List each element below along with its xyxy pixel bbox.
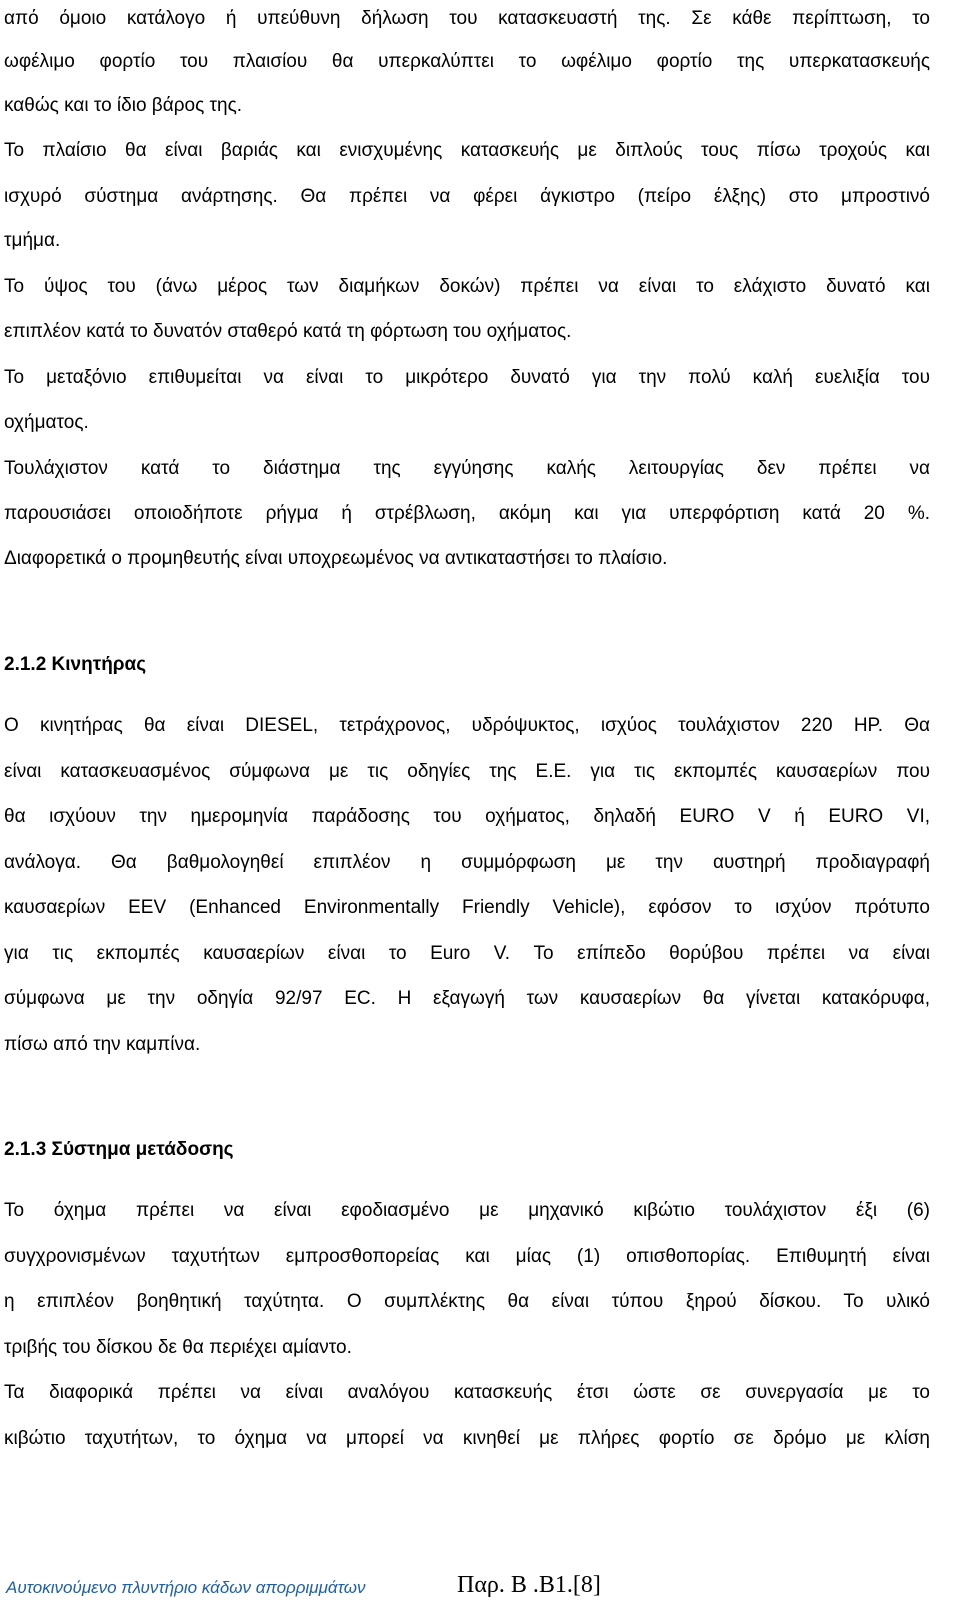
text-line: παρουσιάσει οποιοδήποτε ρήγμα ή στρέβλωση, ακόμη και για υπερφόρτιση κατά 20 %. — [4, 503, 930, 524]
text-line: επιπλέον κατά το δυνατόν σταθερό κατά τη φόρτωση του οχήματος. — [4, 321, 572, 342]
text-line: κιβώτιο ταχυτήτων, το όχημα να μπορεί να κινηθεί με πλήρες φορτίο σε δρόμο με κλίση — [4, 1428, 930, 1449]
text-line: Το όχημα πρέπει να είναι εφοδιασμένο με μηχανικό κιβώτιο τουλάχιστον έξι (6) — [4, 1200, 930, 1221]
text-line: θα ισχύουν την ημερομηνία παράδοσης του οχήματος, δηλαδή EURO V ή EURO VI, — [4, 806, 930, 827]
text-line: ανάλογα. Θα βαθμολογηθεί επιπλέον η συμμόρφωση με την αυστηρή προδιαγραφή — [4, 852, 930, 873]
text-line: Το πλαίσιο θα είναι βαριάς και ενισχυμένης κατασκευής με διπλούς τους πίσω τροχούς και — [4, 140, 930, 161]
text-line: Το μεταξόνιο επιθυμείται να είναι το μικρότερο δυνατό για την πολύ καλή ευελιξία του — [4, 367, 930, 388]
footer-document-title: Αυτοκινούμενο πλυντήριο κάδων απορριμμάτων — [6, 1578, 366, 1597]
text-line: Ο κινητήρας θα είναι DIESEL, τετράχρονος, υδρόψυκτος, ισχύος τουλάχιστον 220 HP. Θα — [4, 715, 930, 736]
text-line: πίσω από την καμπίνα. — [4, 1034, 201, 1055]
footer-page-reference: Παρ. Β .Β1.[8] — [457, 1572, 601, 1598]
text-line: Διαφορετικά ο προμηθευτής είναι υποχρεωμένος να αντικαταστήσει το πλαίσιο. — [4, 548, 668, 569]
text-line: Το ύψος του (άνω μέρος των διαμήκων δοκών) πρέπει να είναι το ελάχιστο δυνατό και — [4, 276, 930, 297]
text-line: για τις εκπομπές καυσαερίων είναι το Euro V. Το επίπεδο θορύβου πρέπει να είναι — [4, 943, 930, 964]
text-line: ωφέλιμο φορτίο του πλαισίου θα υπερκαλύπτει το ωφέλιμο φορτίο της υπερκατασκευής — [4, 51, 930, 72]
section-heading-transmission: 2.1.3 Σύστημα μετάδοσης — [4, 1139, 234, 1160]
text-line: οχήματος. — [4, 412, 89, 433]
text-line: σύμφωνα με την οδηγία 92/97 EC. Η εξαγωγή των καυσαερίων θα γίνεται κατακόρυφα, — [4, 988, 930, 1009]
text-line: ισχυρό σύστημα ανάρτησης. Θα πρέπει να φέρει άγκιστρο (πείρο έλξης) στο μπροστινό — [4, 186, 930, 207]
text-line: από όμοιο κατάλογο ή υπεύθυνη δήλωση του κατασκευαστή της. Σε κάθε περίπτωση, το — [4, 8, 930, 29]
text-line: συγχρονισμένων ταχυτήτων εμπροσθοπορείας και μίας (1) οπισθοπορίας. Επιθυμητή είναι — [4, 1246, 930, 1267]
text-line: Τα διαφορικά πρέπει να είναι αναλόγου κατασκευής έτσι ώστε σε συνεργασία με το — [4, 1382, 930, 1403]
text-line: η επιπλέον βοηθητική ταχύτητα. Ο συμπλέκτης θα είναι τύπου ξηρού δίσκου. Το υλικό — [4, 1291, 930, 1312]
text-line: καθώς και το ίδιο βάρος της. — [4, 95, 243, 116]
section-heading-engine: 2.1.2 Κινητήρας — [4, 654, 147, 675]
text-line: είναι κατασκευασμένος σύμφωνα με τις οδηγίες της Ε.Ε. για τις εκπομπές καυσαερίων που — [4, 761, 930, 782]
text-line: Τουλάχιστον κατά το διάστημα της εγγύησης καλής λειτουργίας δεν πρέπει να — [4, 458, 930, 479]
text-line: καυσαερίων EEV (Enhanced Environmentally Friendly Vehicle), εφόσον το ισχύον πρότυπο — [4, 897, 930, 918]
text-line: τριβής του δίσκου δε θα περιέχει αμίαντο. — [4, 1337, 352, 1358]
text-line: τμήμα. — [4, 230, 61, 251]
